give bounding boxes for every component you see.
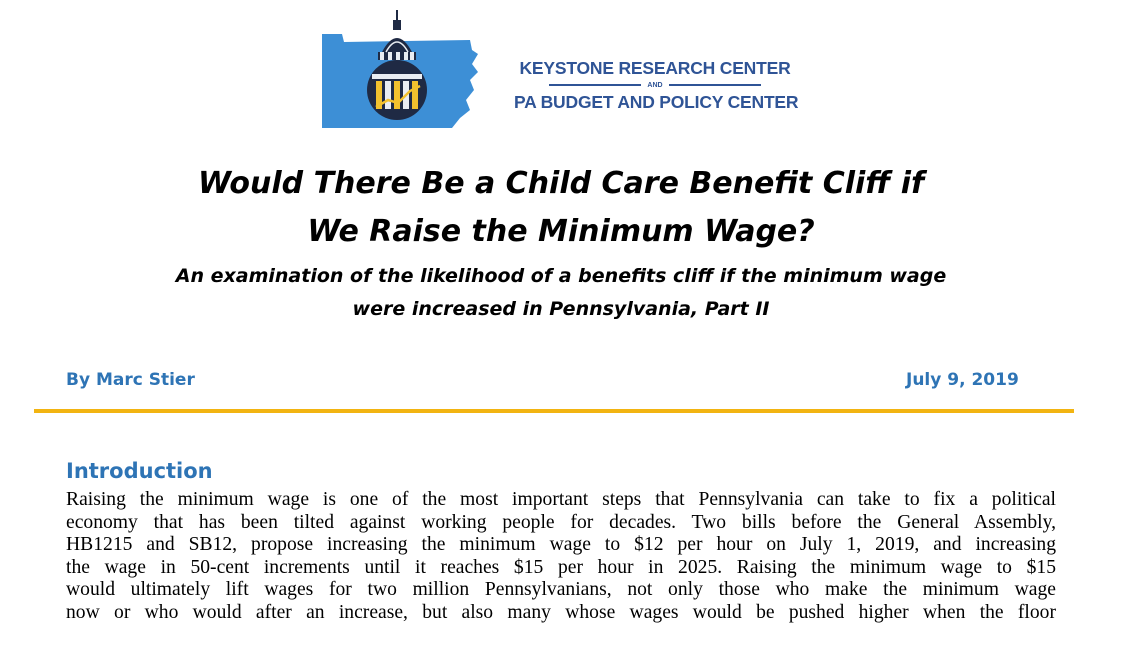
introduction-paragraph xyxy=(66,489,1056,624)
org-name-keystone: KEYSTONE RESEARCH CENTER xyxy=(519,58,791,78)
section-heading-introduction: Introduction xyxy=(66,459,213,483)
divider-right xyxy=(669,84,761,86)
divider-left xyxy=(549,84,641,86)
pennsylvania-capitol-icon xyxy=(320,6,480,130)
document-subtitle-line-1: An examination of the likelihood of a benefits cliff if the minimum wage xyxy=(175,265,947,287)
paragraph-line: the wage in 50-cent increments until it reaches $15 per hour in 2025. Raising the minimum wage to $15 xyxy=(66,556,1056,578)
author-byline: By Marc Stier xyxy=(66,370,195,390)
paragraph-line: economy that has been tilted against working people for decades. Two bills before the General Assembly, xyxy=(66,511,1056,533)
gold-divider xyxy=(34,409,1074,413)
document-title-line-1: Would There Be a Child Care Benefit Cliff if xyxy=(197,166,925,201)
document-title-line-2: We Raise the Minimum Wage? xyxy=(307,214,815,249)
publication-date: July 9, 2019 xyxy=(906,370,1019,390)
org-and-divider xyxy=(514,78,796,92)
paragraph-line: Raising the minimum wage is one of the most important steps that Pennsylvania can take to fix a political xyxy=(66,489,1056,510)
document-subtitle-line-2: were increased in Pennsylvania, Part II xyxy=(352,298,770,320)
org-and-label: AND xyxy=(647,81,663,89)
org-name-pa-budget: PA BUDGET AND POLICY CENTER xyxy=(514,92,799,112)
paragraph-line: HB1215 and SB12, propose increasing the minimum wage to $12 per hour on July 1, 2019, and increasing xyxy=(66,534,1056,555)
paragraph-line: would ultimately lift wages for two million Pennsylvanians, not only those who make the minimum wage xyxy=(66,579,1056,600)
paragraph-line: now or who would after an increase, but also many whose wages would be pushed higher when the floor xyxy=(66,601,1056,623)
header-logo xyxy=(320,6,800,130)
organization-name xyxy=(514,58,799,112)
